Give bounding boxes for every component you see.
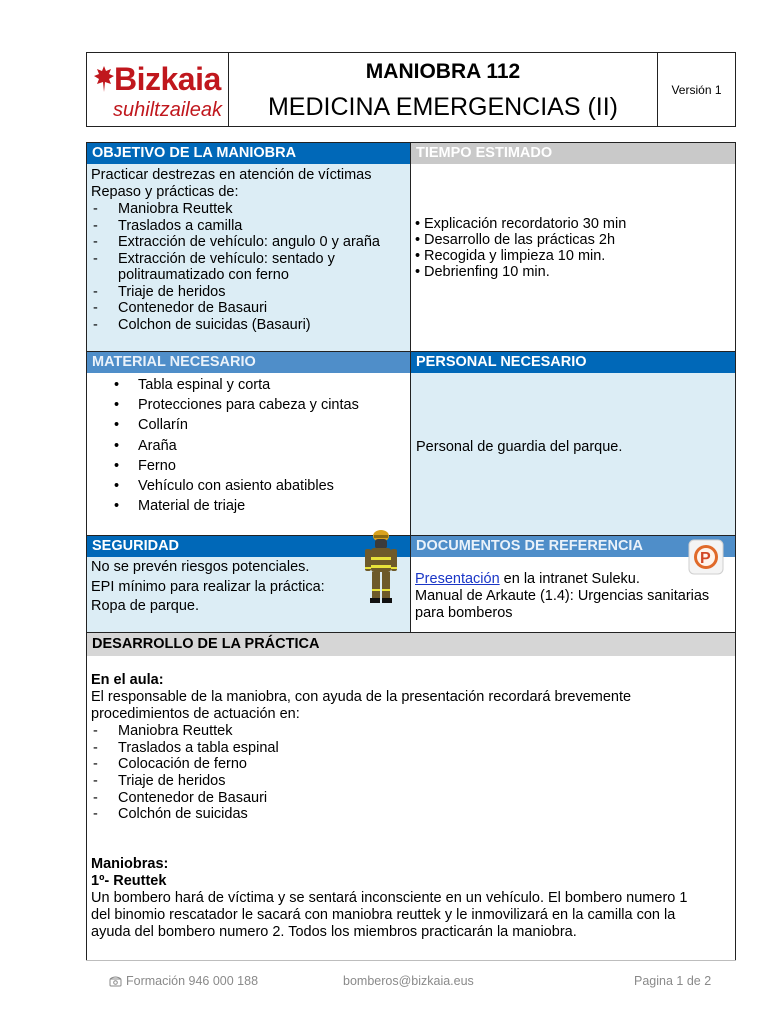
list-item: • Collarín: [114, 417, 188, 434]
tiempo-list: [415, 216, 733, 280]
aula-list: [87, 723, 727, 823]
header-title-box: [228, 52, 658, 127]
leaf-logo-icon: [93, 65, 115, 93]
aula-text: procedimientos de actuación en:: [91, 706, 300, 722]
list-item: - Maniobra Reuttek: [93, 723, 233, 739]
list-item: • Araña: [114, 437, 177, 454]
objetivo-heading: OBJETIVO DE LA MANIOBRA: [87, 143, 410, 164]
logo-wordmark: Bizkaia: [114, 61, 221, 97]
list-item: • Tabla espinal y corta: [114, 377, 271, 393]
list-item: - Traslados a tabla espinal: [93, 739, 279, 756]
personal-body: [411, 373, 735, 535]
svg-text:P: P: [700, 550, 711, 567]
objetivo-intro: Practicar destrezas en atención de víctimas: [91, 167, 372, 183]
documentos-link-rest: en la intranet Suleku.: [499, 571, 640, 587]
list-item: - Triaje de heridos: [93, 283, 226, 300]
footer-email[interactable]: bomberos@bizkaia.eus: [343, 974, 474, 988]
logo-subtitle: suhiltzaileak: [113, 99, 222, 121]
list-item: • Recogida y limpieza 10 min.: [415, 248, 733, 264]
list-item: - Extracción de vehículo: sentado y politraumatizado con ferno: [93, 250, 335, 283]
firefighter-icon: [360, 529, 402, 605]
personal-text: Personal de guardia del parque.: [416, 439, 623, 455]
list-item: - Triaje de heridos: [93, 773, 226, 790]
reuttek-text: ayuda del bombero numero 2. Todos los miembros practicarán la maniobra.: [91, 924, 577, 940]
aula-text: El responsable de la maniobra, con ayuda de la presentación recordará brevemente: [91, 689, 632, 705]
reuttek-text: Un bombero hará de víctima y se sentará inconsciente en un vehículo. El bombero numero 1: [91, 890, 688, 906]
list-item: - Maniobra Reuttek: [93, 201, 233, 217]
list-item: - Contenedor de Basauri: [93, 300, 268, 316]
footer-phone: Formación 946 000 188: [126, 974, 259, 988]
tiempo-heading: TIEMPO ESTIMADO: [411, 143, 735, 164]
list-item: • Vehículo con asiento abatibles: [114, 477, 334, 494]
seguridad-line: No se prevén riesgos potenciales.: [91, 559, 310, 575]
tiempo-body: [415, 216, 733, 280]
powerpoint-icon[interactable]: [688, 539, 724, 575]
list-item: - Colocación de ferno: [93, 756, 247, 773]
desarrollo-heading: DESARROLLO DE LA PRÁCTICA: [87, 633, 735, 656]
seguridad-heading: SEGURIDAD: [87, 536, 410, 557]
reuttek-title: 1º- Reuttek: [91, 873, 167, 889]
header-version-box: [657, 52, 736, 127]
aula-title: En el aula:: [91, 672, 164, 688]
version-label: Versión 1: [671, 83, 722, 97]
footer-page-number: Pagina 1 de 2: [634, 974, 712, 988]
reuttek-text: del binomio rescatador le sacará con maniobra reuttek y le inmovilizará en la camilla con la: [91, 907, 676, 923]
document-subtitle: MEDICINA EMERGENCIAS (II): [267, 93, 619, 121]
personal-heading: PERSONAL NECESARIO: [411, 352, 735, 373]
footer-divider: [86, 960, 736, 961]
list-item: - Contenedor de Basauri: [93, 789, 268, 806]
document-title: MANIOBRA 112: [365, 60, 521, 83]
list-item: • Protecciones para cabeza y cintas: [114, 397, 359, 414]
documentos-body: [411, 557, 735, 632]
list-item: • Explicación recordatorio 30 min: [415, 216, 733, 232]
documentos-line: Manual de Arkaute (1.4): Urgencias sanitarias: [415, 588, 710, 604]
documentos-line: para bomberos: [415, 605, 513, 621]
list-item: • Debrienfing 10 min.: [415, 264, 733, 280]
material-body: [87, 376, 410, 517]
seguridad-line: EPI mínimo para realizar la práctica:: [91, 579, 325, 595]
list-item: • Ferno: [114, 457, 176, 474]
material-heading: MATERIAL NECESARIO: [87, 352, 410, 373]
objetivo-intro: Repaso y prácticas de:: [91, 184, 239, 200]
list-item: - Extracción de vehículo: angulo 0 y araña: [93, 234, 380, 250]
list-item: - Colchón de suicidas: [93, 806, 248, 823]
phone-icon: [109, 976, 122, 987]
seguridad-line: Ropa de parque.: [91, 598, 200, 614]
documentos-heading: DOCUMENTOS DE REFERENCIA: [411, 536, 735, 557]
documentos-line: [415, 571, 640, 588]
list-item: • Desarrollo de las prácticas 2h: [415, 232, 733, 248]
list-item: - Traslados a camilla: [93, 217, 243, 234]
header-logo-box: [86, 52, 229, 127]
maniobras-title: Maniobras:: [91, 856, 169, 872]
list-item: - Colchon de suicidas (Basauri): [93, 316, 311, 333]
list-item: • Material de triaje: [114, 498, 246, 515]
objetivo-body: [87, 164, 410, 351]
presentacion-link[interactable]: Presentación: [415, 571, 500, 587]
objetivo-list: [87, 201, 410, 333]
